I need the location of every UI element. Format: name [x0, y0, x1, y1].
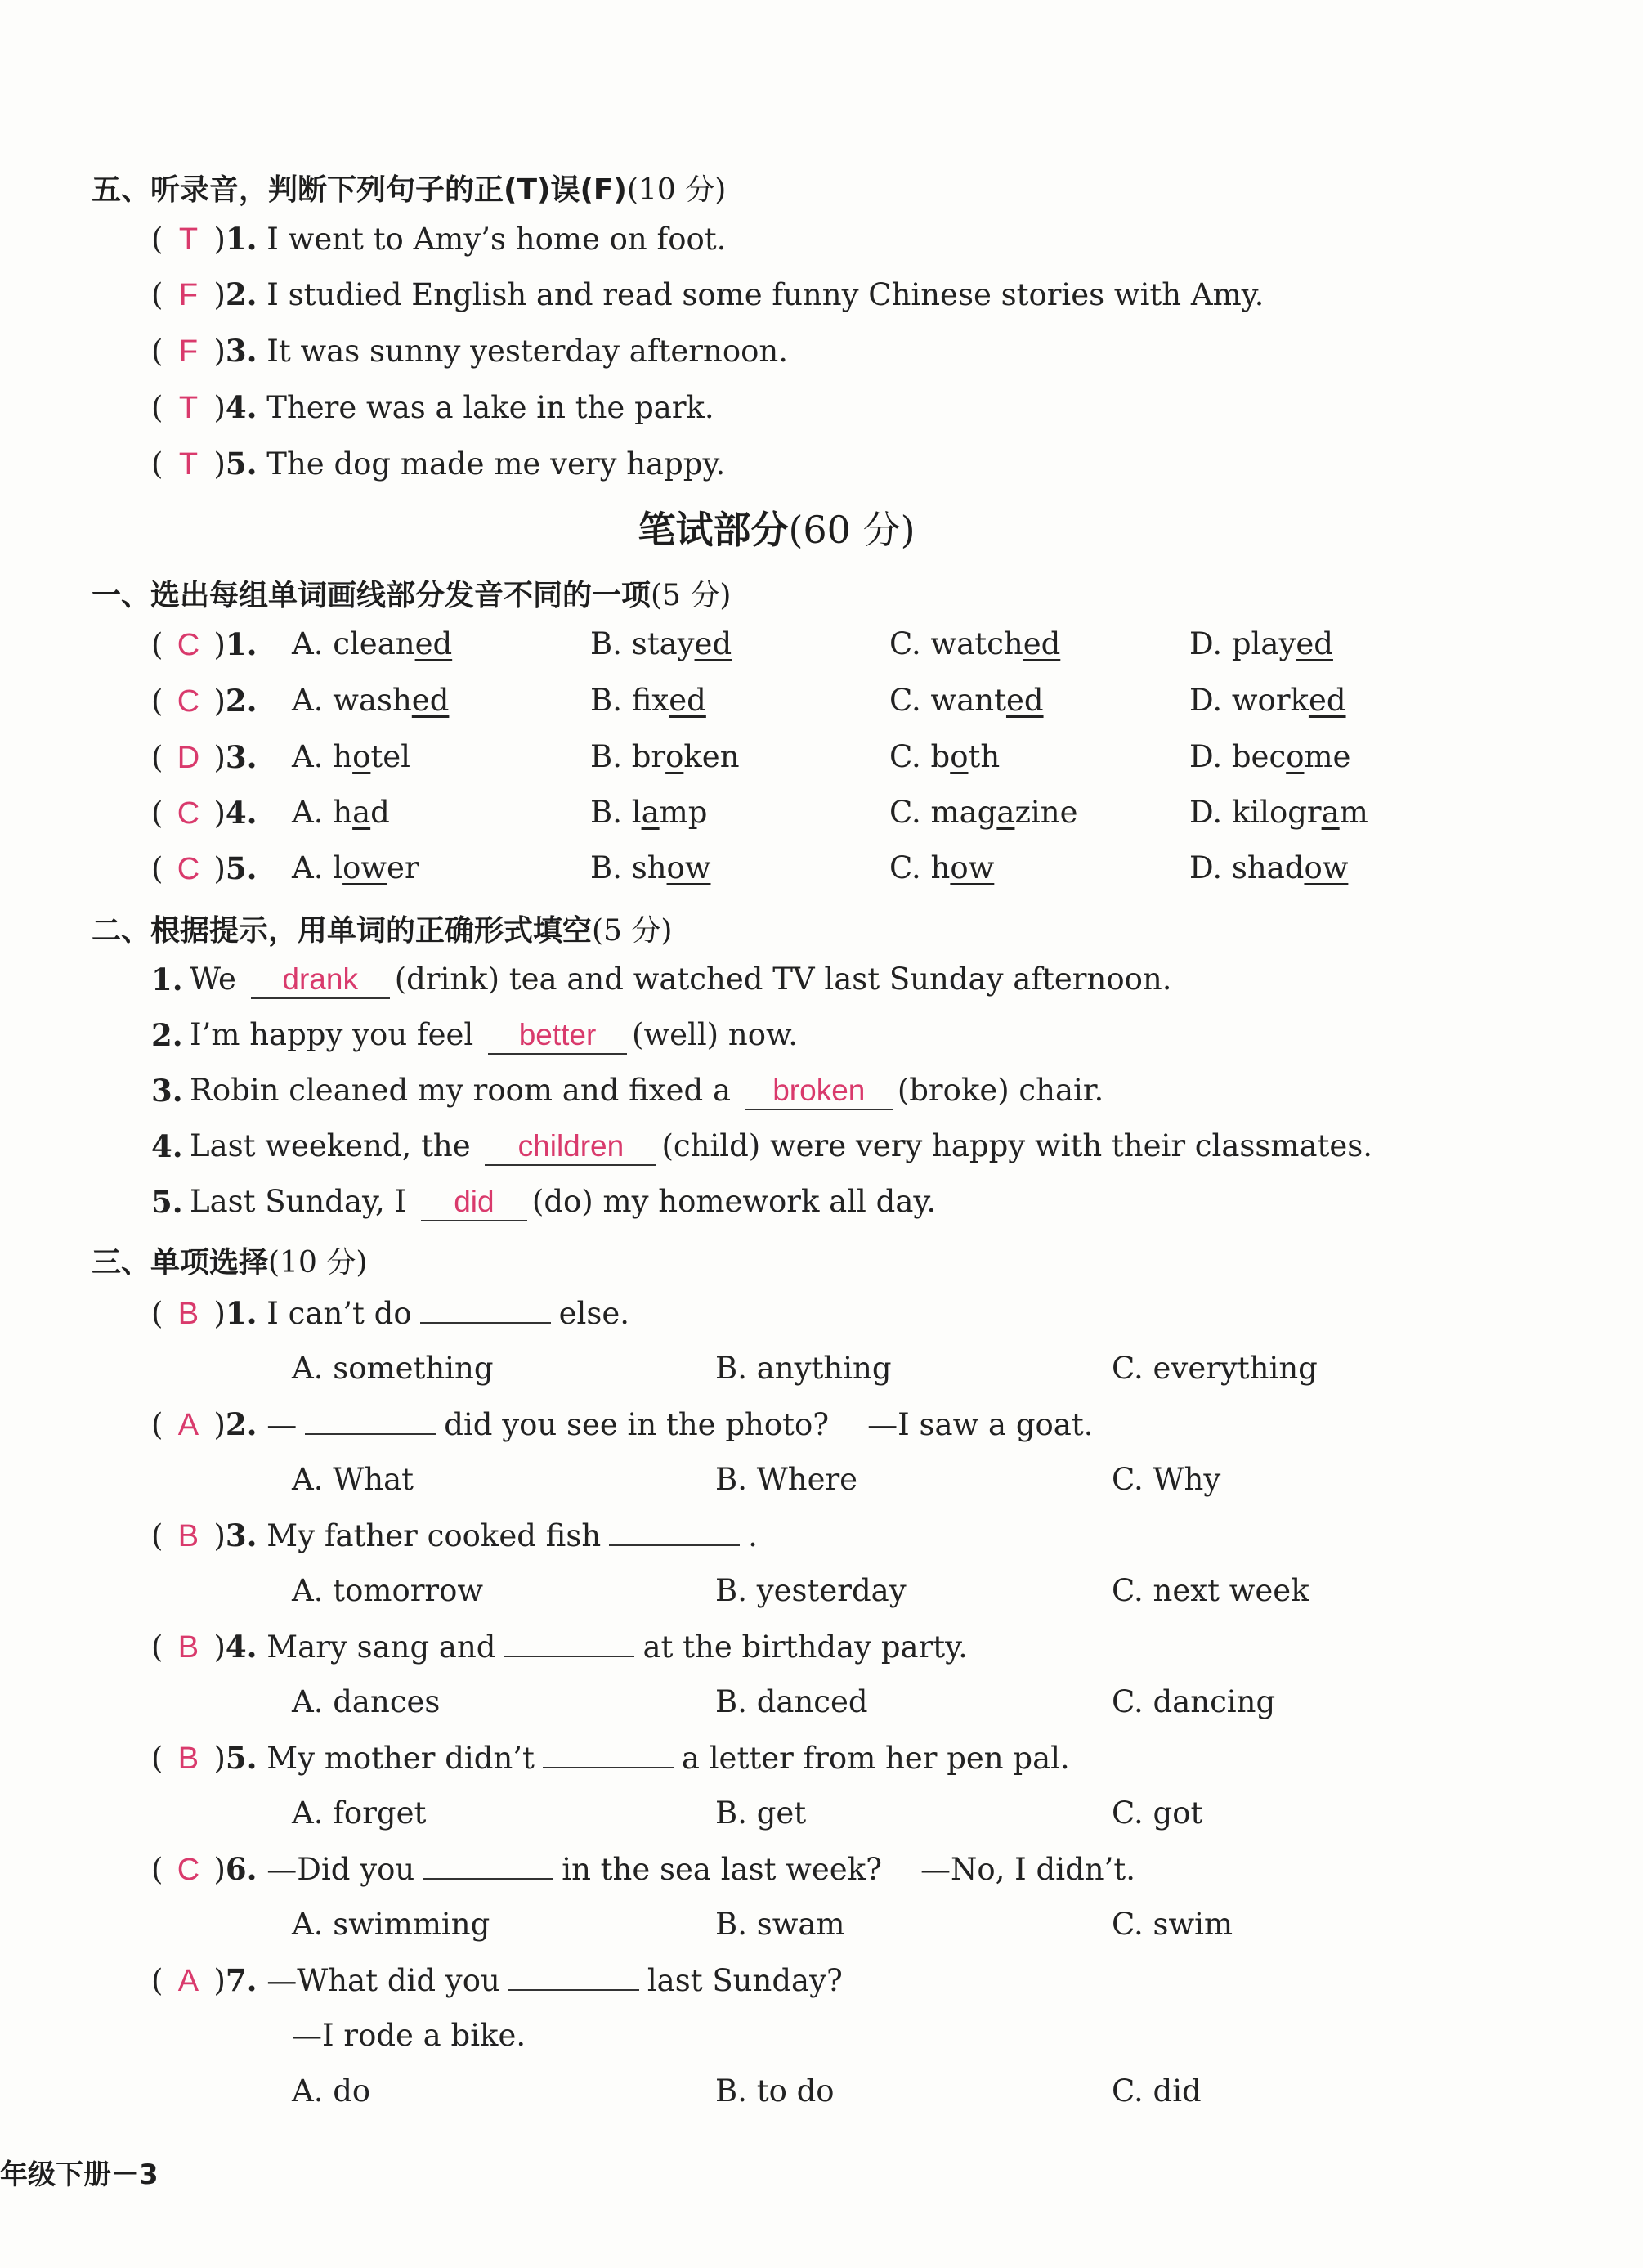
answer-mark: T — [178, 222, 199, 257]
fill-sentence: I’m happy you feel better (well) now. — [190, 1017, 798, 1055]
option-b: B. Where — [715, 1462, 858, 1497]
answer-mark: F — [178, 334, 199, 369]
option-d: D. played — [1189, 626, 1333, 661]
item-number: 2. — [225, 276, 257, 312]
answer-blank: drank — [251, 962, 390, 999]
option-c: C. both — [889, 739, 1001, 774]
answer-blank — [423, 1853, 553, 1880]
option-c: C. watched — [889, 626, 1061, 661]
page-footer: 年级下册－3 — [0, 2158, 159, 2191]
option-c: C. next week — [1112, 1573, 1309, 1608]
answer-mark: A — [177, 1408, 199, 1442]
answer-mark: C — [177, 1853, 200, 1887]
answer-bracket: ( F )2. I studied English and read some funny Chinese stories with Amy. — [151, 276, 1265, 312]
written-title-text: 笔试部分 — [638, 508, 789, 552]
item-number: 7. — [225, 1962, 257, 1998]
pronunciation-section-title — [92, 572, 731, 614]
option-d: D. shadow — [1189, 850, 1349, 885]
option-a: A. swimming — [292, 1907, 490, 1942]
item-text: I studied English and read some funny Chinese stories with Amy. — [266, 277, 1265, 312]
item-number: 2. — [225, 683, 257, 719]
item-number: 6. — [225, 1851, 257, 1887]
listening-score: (10 分) — [626, 173, 727, 207]
item-number: 4. — [151, 1128, 183, 1164]
answer-mark: C — [177, 684, 200, 719]
answer-blank: children — [485, 1129, 656, 1166]
item-number: 3. — [225, 739, 257, 775]
option-c: C. swim — [1112, 1907, 1233, 1942]
answer-bracket: ( T )5. The dog made me very happy. — [151, 446, 726, 482]
answer-bracket: ( A )7. —What did you last Sunday? — [151, 1962, 843, 1998]
item-number: 5. — [225, 1740, 257, 1776]
answer-mark: B — [177, 1519, 199, 1553]
option-b: B. to do — [715, 2073, 835, 2109]
item-text: It was sunny yesterday afternoon. — [266, 334, 788, 369]
option-a: A. tomorrow — [292, 1573, 484, 1608]
choice-title-text: 三、单项选择 — [92, 1246, 269, 1280]
option-b: B. lamp — [590, 795, 708, 830]
option-b: B. anything — [715, 1351, 892, 1386]
answer-mark: C — [177, 628, 200, 662]
option-a: A. had — [292, 795, 390, 830]
answer-mark: T — [178, 447, 199, 482]
fill-sentence: Last Sunday, I did (do) my homework all day. — [190, 1184, 936, 1221]
answer-mark: F — [178, 278, 199, 312]
item-text: The dog made me very happy. — [266, 446, 726, 482]
option-b: B. broken — [590, 739, 740, 774]
answer-mark: T — [178, 391, 199, 425]
item-number: 3. — [225, 333, 257, 369]
option-a: A. What — [292, 1462, 414, 1497]
item-number: 1. — [225, 221, 257, 257]
answer-bracket: ( C )1. — [151, 626, 257, 662]
option-c: C. dancing — [1112, 1684, 1276, 1719]
written-part-title — [0, 500, 1553, 554]
option-b: B. get — [715, 1795, 807, 1831]
choice-section-title — [92, 1239, 367, 1281]
item-number: 2. — [225, 1406, 257, 1442]
option-c: C. wanted — [889, 683, 1044, 718]
answer-bracket: ( B )3. My father cooked fish . — [151, 1517, 758, 1553]
listening-title-text: 五、听录音，判断下列句子的正(T)误(F) — [92, 173, 627, 207]
option-d: D. kilogram — [1189, 795, 1368, 830]
item-number: 4. — [225, 795, 257, 831]
answer-mark: B — [177, 1297, 199, 1331]
option-c: C. Why — [1112, 1462, 1221, 1497]
answer-mark: D — [177, 741, 200, 775]
item-number: 3. — [151, 1073, 183, 1109]
item-number: 1. — [225, 1295, 257, 1331]
answer-blank: better — [488, 1018, 627, 1055]
option-a: A. washed — [292, 683, 450, 718]
dialogue-reply: —I rode a bike. — [292, 2018, 526, 2053]
option-c: C. did — [1112, 2073, 1202, 2109]
option-a: A. cleaned — [292, 626, 453, 661]
answer-mark: B — [177, 1741, 199, 1776]
answer-mark: C — [177, 796, 200, 831]
option-c: C. how — [889, 850, 995, 885]
answer-bracket: ( B )4. Mary sang and at the birthday party. — [151, 1629, 968, 1665]
answer-bracket: ( D )3. — [151, 739, 257, 775]
option-c: C. got — [1112, 1795, 1203, 1831]
listening-section-title — [92, 167, 726, 208]
option-d: D. become — [1189, 739, 1351, 774]
answer-bracket: ( B )1. I can’t do else. — [151, 1295, 630, 1331]
item-number: 2. — [151, 1017, 183, 1053]
item-text: I went to Amy’s home on foot. — [266, 222, 727, 257]
option-b: B. show — [590, 850, 711, 885]
item-number: 5. — [225, 850, 257, 886]
option-a: A. forget — [292, 1795, 427, 1831]
item-number: 4. — [225, 1629, 257, 1665]
pronunciation-score: (5 分) — [651, 579, 732, 612]
answer-blank — [504, 1631, 634, 1657]
option-a: A. something — [292, 1351, 494, 1386]
answer-bracket: ( F )3. It was sunny yesterday afternoon. — [151, 333, 788, 369]
option-a: A. hotel — [292, 739, 410, 774]
fill-section-title — [92, 908, 672, 949]
option-c: C. everything — [1112, 1351, 1318, 1386]
item-number: 3. — [225, 1517, 257, 1553]
choice-score: (10 分) — [268, 1246, 368, 1280]
fill-score: (5 分) — [592, 914, 673, 948]
option-a: A. lower — [292, 850, 419, 885]
answer-bracket: ( T )1. I went to Amy’s home on foot. — [151, 221, 727, 257]
answer-blank — [305, 1409, 436, 1435]
answer-bracket: ( C )4. — [151, 795, 257, 831]
answer-blank — [543, 1742, 674, 1768]
item-number: 5. — [225, 446, 257, 482]
written-score: (60 分) — [788, 508, 916, 552]
item-number: 1. — [151, 961, 183, 997]
pronunciation-title-text: 一、选出每组单词画线部分发音不同的一项 — [92, 579, 651, 612]
option-a: A. do — [292, 2073, 371, 2109]
answer-bracket: ( C )5. — [151, 850, 257, 886]
fill-title-text: 二、根据提示，用单词的正确形式填空 — [92, 914, 593, 948]
answer-bracket: ( C )2. — [151, 683, 257, 719]
answer-blank — [420, 1298, 551, 1324]
fill-sentence: Last weekend, the children (child) were very happy with their classmates. — [190, 1128, 1372, 1166]
option-b: B. swam — [715, 1907, 845, 1942]
fill-sentence: Robin cleaned my room and fixed a broken (broke) chair. — [190, 1073, 1104, 1110]
answer-mark: A — [177, 1964, 199, 1998]
fill-sentence: We drank (drink) tea and watched TV last Sunday afternoon. — [190, 961, 1171, 999]
answer-blank — [609, 1520, 740, 1546]
item-number: 5. — [151, 1184, 183, 1220]
option-c: C. magazine — [889, 795, 1078, 830]
item-text: There was a lake in the park. — [266, 390, 714, 425]
answer-bracket: ( B )5. My mother didn’t a letter from her pen pal. — [151, 1740, 1070, 1776]
item-number: 1. — [225, 626, 257, 662]
option-b: B. danced — [715, 1684, 868, 1719]
answer-blank: did — [421, 1185, 527, 1221]
option-b: B. stayed — [590, 626, 732, 661]
option-a: A. dances — [292, 1684, 441, 1719]
answer-bracket: ( C )6. —Did you in the sea last week? —No, I didn’t. — [151, 1851, 1135, 1887]
option-b: B. fixed — [590, 683, 706, 718]
item-number: 4. — [225, 389, 257, 425]
option-b: B. yesterday — [715, 1573, 907, 1608]
answer-mark: C — [177, 852, 200, 886]
answer-blank: broken — [745, 1073, 893, 1110]
answer-bracket: ( T )4. There was a lake in the park. — [151, 389, 714, 425]
answer-blank — [508, 1965, 639, 1991]
option-d: D. worked — [1189, 683, 1346, 718]
answer-mark: B — [177, 1630, 199, 1665]
answer-bracket: ( A )2. — did you see in the photo? —I saw a goat. — [151, 1406, 1094, 1442]
